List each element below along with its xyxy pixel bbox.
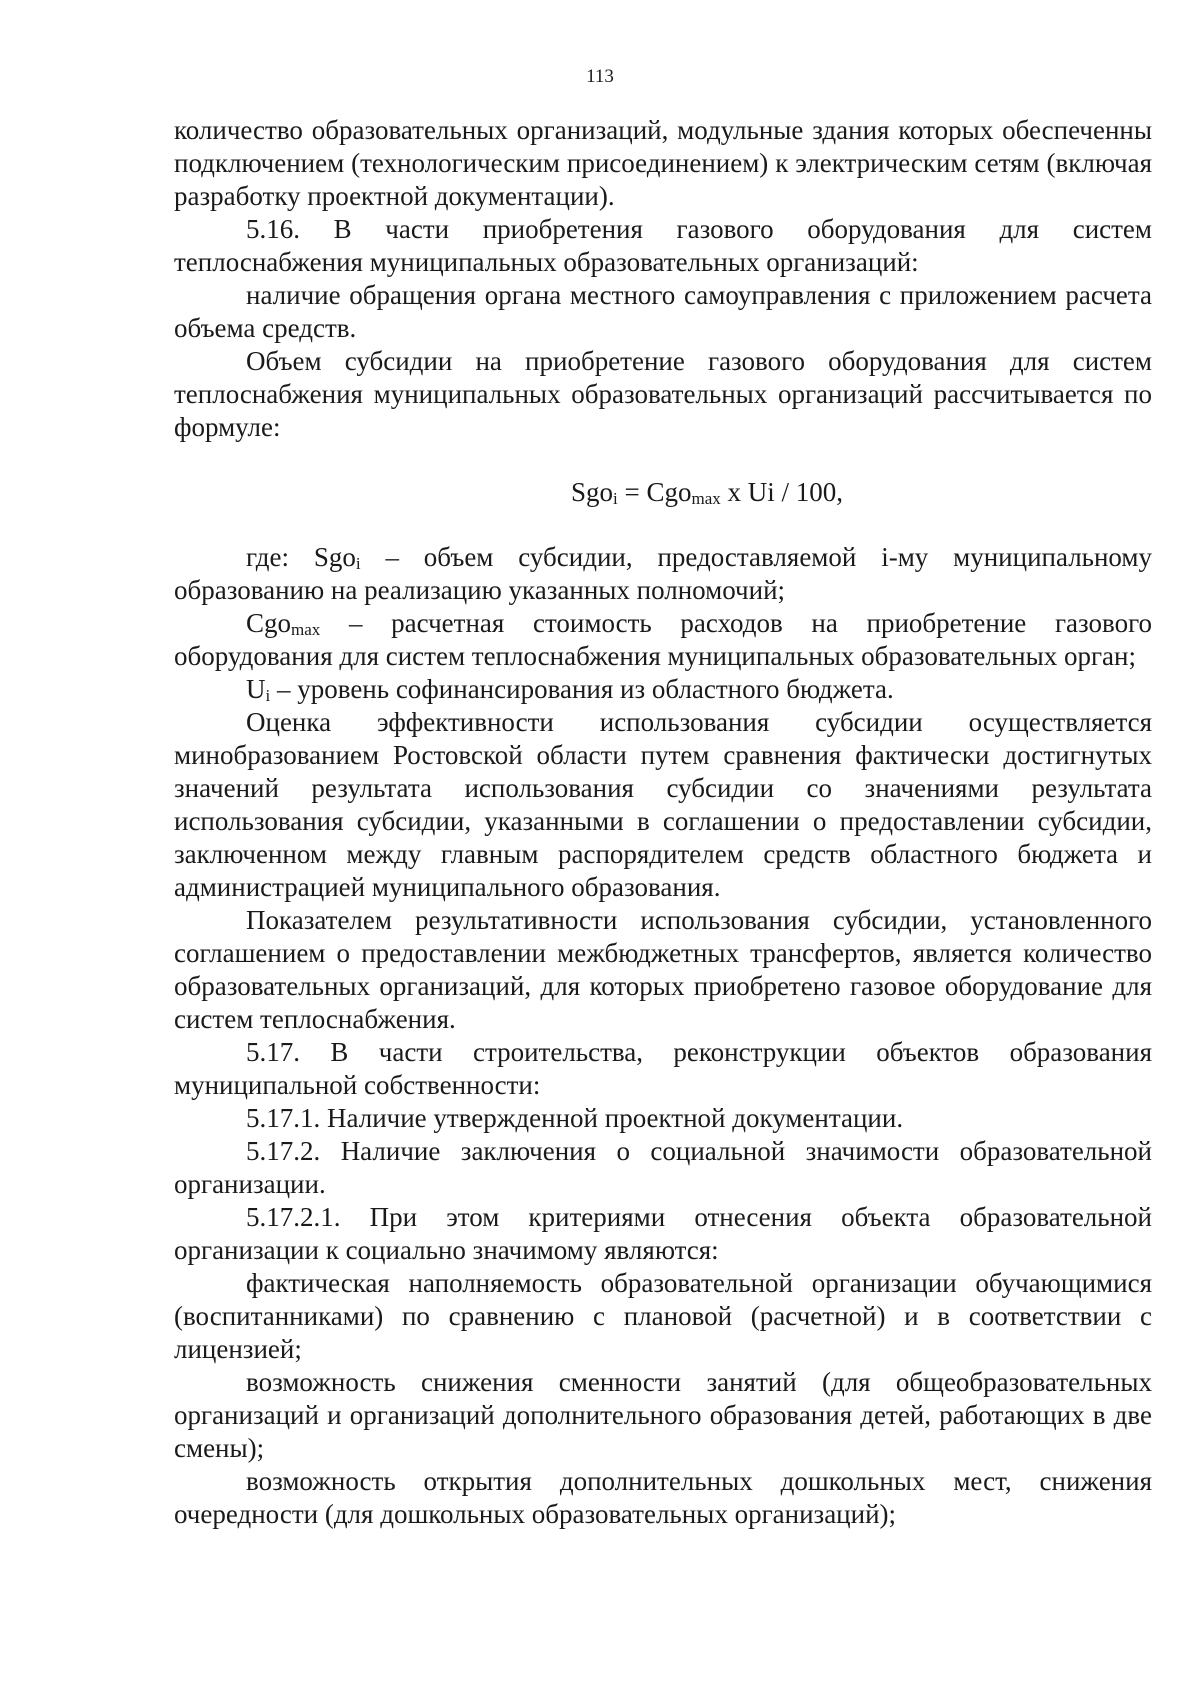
criterion-preschool: возможность открытия дополнительных дошкольных мест, снижения очередности (для дошкольных образовательных организаций); bbox=[174, 1466, 1152, 1529]
definition-ui bbox=[174, 673, 1152, 706]
paragraph-continuation: количество образовательных организаций, модульные здания которых обеспеченны подключением (технологическим присоединением) к электрическим сетям (включая разработку проектной документации). bbox=[174, 115, 1152, 211]
formula-cost: Cgo bbox=[646, 477, 692, 507]
paragraph-5-16: 5.16. В части приобретения газового оборудования для систем теплоснабжения муниципальных образовательных организаций: bbox=[174, 214, 1152, 277]
paragraph-5-17-1: 5.17.1. Наличие утвержденной проектной документации. bbox=[246, 1103, 904, 1133]
formula-rest: x Ui / 100, bbox=[720, 477, 844, 507]
criterion-occupancy: фактическая наполняемость образовательной организации обучающимися (воспитанниками) по сравнению с плановой (расчетной) и в соответствии с лицензией; bbox=[174, 1268, 1152, 1364]
paragraph-appeal: наличие обращения органа местного самоуправления с приложением расчета объема средств. bbox=[174, 280, 1152, 343]
definition-cgo bbox=[174, 607, 1152, 673]
paragraph-subsidy-volume: Объем субсидии на приобретение газового оборудования для систем теплоснабжения муниципальных образовательных организаций рассчитывается по формуле: bbox=[174, 346, 1152, 442]
definition-ui-sub: i bbox=[265, 686, 271, 705]
definition-ui-prefix: U bbox=[246, 674, 266, 704]
formula-lhs: Sgo bbox=[570, 477, 613, 507]
definition-sgo-text: – объем субсидии, предоставляемой i-му муниципальному образованию на реализацию указанных полномочий; bbox=[174, 542, 1152, 605]
definition-sgo bbox=[174, 541, 1152, 607]
definition-cgo-prefix: Cgo bbox=[246, 608, 292, 638]
definition-sgo-prefix: где: Sgo bbox=[246, 542, 356, 572]
definition-cgo-text: – расчетная стоимость расходов на приобретение газового оборудования для систем теплоснабжения муниципальных образовательных орган; bbox=[174, 608, 1152, 671]
criterion-shifts: возможность снижения сменности занятий (для общеобразовательных организаций и организаций дополнительного образования детей, работающих в две смены); bbox=[174, 1367, 1152, 1463]
paragraph-efficiency: Оценка эффективности использования субсидии осуществляется минобразованием Ростовской области путем сравнения фактически достигнутых значений результата использования субсидии со значениями результата использования субсидии, указанными в соглашении о предоставлении субсидии, заключенном между главным распорядителем средств областного бюджета и администрацией муниципального образования. bbox=[174, 707, 1152, 902]
formula-lhs-sub: i bbox=[613, 489, 618, 508]
page-number: 113 bbox=[586, 66, 614, 87]
definition-ui-text: – уровень софинансирования из областного бюджета. bbox=[270, 674, 894, 704]
formula-cost-sub: max bbox=[691, 489, 721, 508]
paragraph-5-17: 5.17. В части строительства, реконструкции объектов образования муниципальной собственности: bbox=[174, 1037, 1152, 1100]
definition-cgo-sub: max bbox=[291, 620, 321, 639]
formula-eq: = bbox=[617, 477, 647, 507]
paragraph-5-17-2: 5.17.2. Наличие заключения о социальной значимости образовательной организации. bbox=[174, 1136, 1152, 1199]
paragraph-indicator: Показателем результативности использования субсидии, установленного соглашением о предоставлении межбюджетных трансфертов, является количество образовательных организаций, для которых приобретено газовое оборудование для систем теплоснабжения. bbox=[174, 905, 1152, 1034]
paragraph-5-17-2-1: 5.17.2.1. При этом критериями отнесения объекта образовательной организации к социально значимому являются: bbox=[174, 1202, 1152, 1265]
document-body bbox=[174, 114, 1152, 1531]
definition-sgo-sub: i bbox=[355, 554, 361, 573]
subsidy-formula bbox=[174, 476, 1152, 509]
